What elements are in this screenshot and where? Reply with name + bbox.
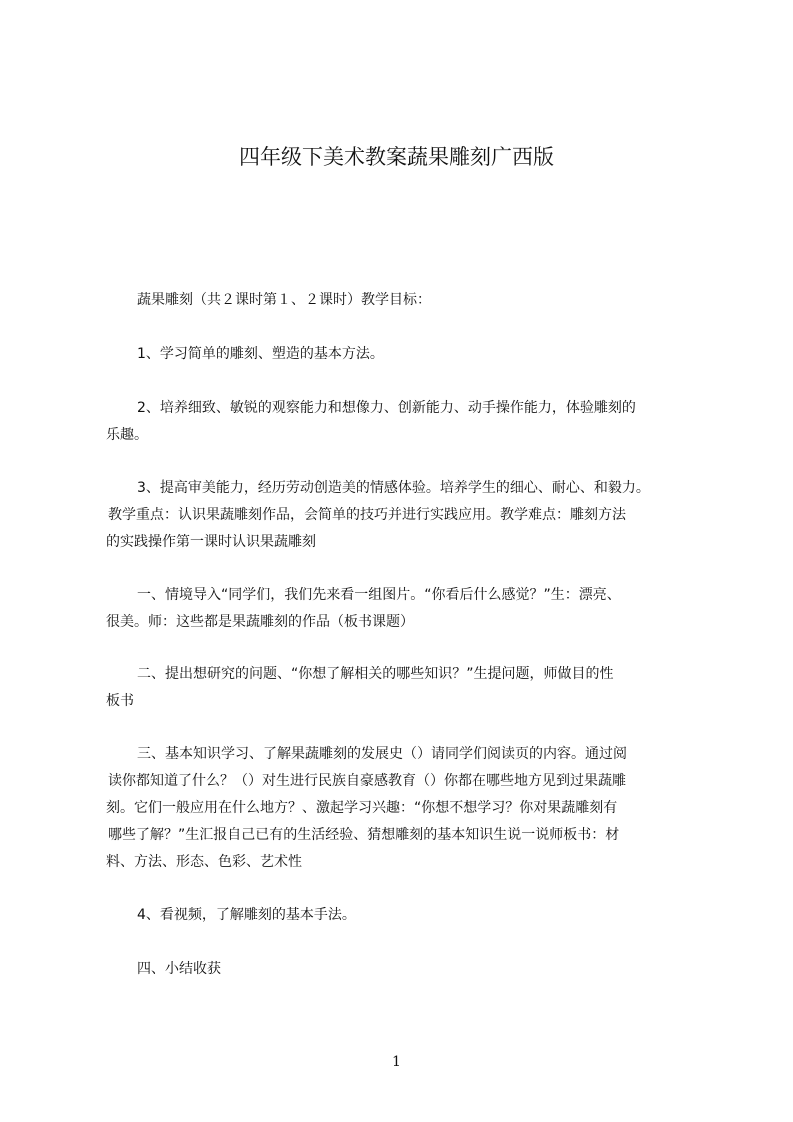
text-line: 二、提出想研究的问题、“你想了解相关的哪些知识？”生提问题，师做目的性 — [137, 666, 614, 682]
paragraph-watch-video — [106, 902, 726, 929]
text-line: 2、培养细致、敏锐的观察能力和想像力、创新能力、动手操作能力，体验雕刻的 — [137, 400, 636, 416]
text-line: 读你都知道了什么？（）对生进行民族自豪感教育（）你都在哪些地方见到过果蔬雕 — [108, 773, 626, 789]
paragraph-section-2 — [106, 661, 726, 715]
text-line: 1、学习简单的雕刻、塑造的基本方法。 — [137, 346, 384, 362]
page-number: 1 — [392, 1054, 401, 1070]
paragraph-objective-2 — [106, 395, 726, 449]
text-line: 乐趣。 — [106, 427, 148, 443]
text-line: 四、小结收获 — [137, 961, 221, 977]
paragraph-objective-3 — [106, 475, 726, 556]
text-line: 4、看视频，了解雕刻的基本手法。 — [137, 907, 356, 923]
paragraph-objectives-heading — [106, 287, 726, 314]
text-line: 板书 — [106, 693, 134, 709]
text-line: 刻。它们一般应用在什么地方？、激起学习兴趣：“你想不想学习？你对果蔬雕刻有 — [106, 800, 618, 816]
paragraph-section-3 — [106, 741, 726, 876]
text-line: 蔬果雕刻（共２课时第１、２课时）教学目标： — [137, 292, 431, 308]
paragraph-section-1 — [106, 582, 726, 636]
text-line: 哪些了解？”生汇报自己已有的生活经验、猜想雕刻的基本知识生说一说师板书：材 — [108, 827, 620, 843]
paragraph-summary — [106, 956, 726, 983]
paragraph-objective-1 — [106, 341, 726, 368]
document-title: 四年级下美术教案蔬果雕刻广西版 — [239, 145, 554, 169]
text-line: 3、提高审美能力，经历劳动创造美的情感体验。培养学生的细心、耐心、和毅力。 — [137, 480, 650, 496]
text-line: 料、方法、形态、色彩、艺术性 — [106, 854, 302, 870]
text-line: 的实践操作第一课时认识果蔬雕刻 — [106, 534, 316, 550]
text-line: 很美。师：这些都是果蔬雕刻的作品（板书课题） — [106, 614, 414, 630]
text-line: 一、情境导入“同学们，我们先来看一组图片。“你看后什么感觉？”生：漂亮、 — [137, 587, 621, 603]
text-line: 三、基本知识学习、了解果蔬雕刻的发展史（）请同学们阅读页的内容。通过阅 — [137, 746, 627, 762]
text-line: 教学重点：认识果蔬雕刻作品，会简单的技巧并进行实践应用。教学难点：雕刻方法 — [108, 507, 626, 523]
